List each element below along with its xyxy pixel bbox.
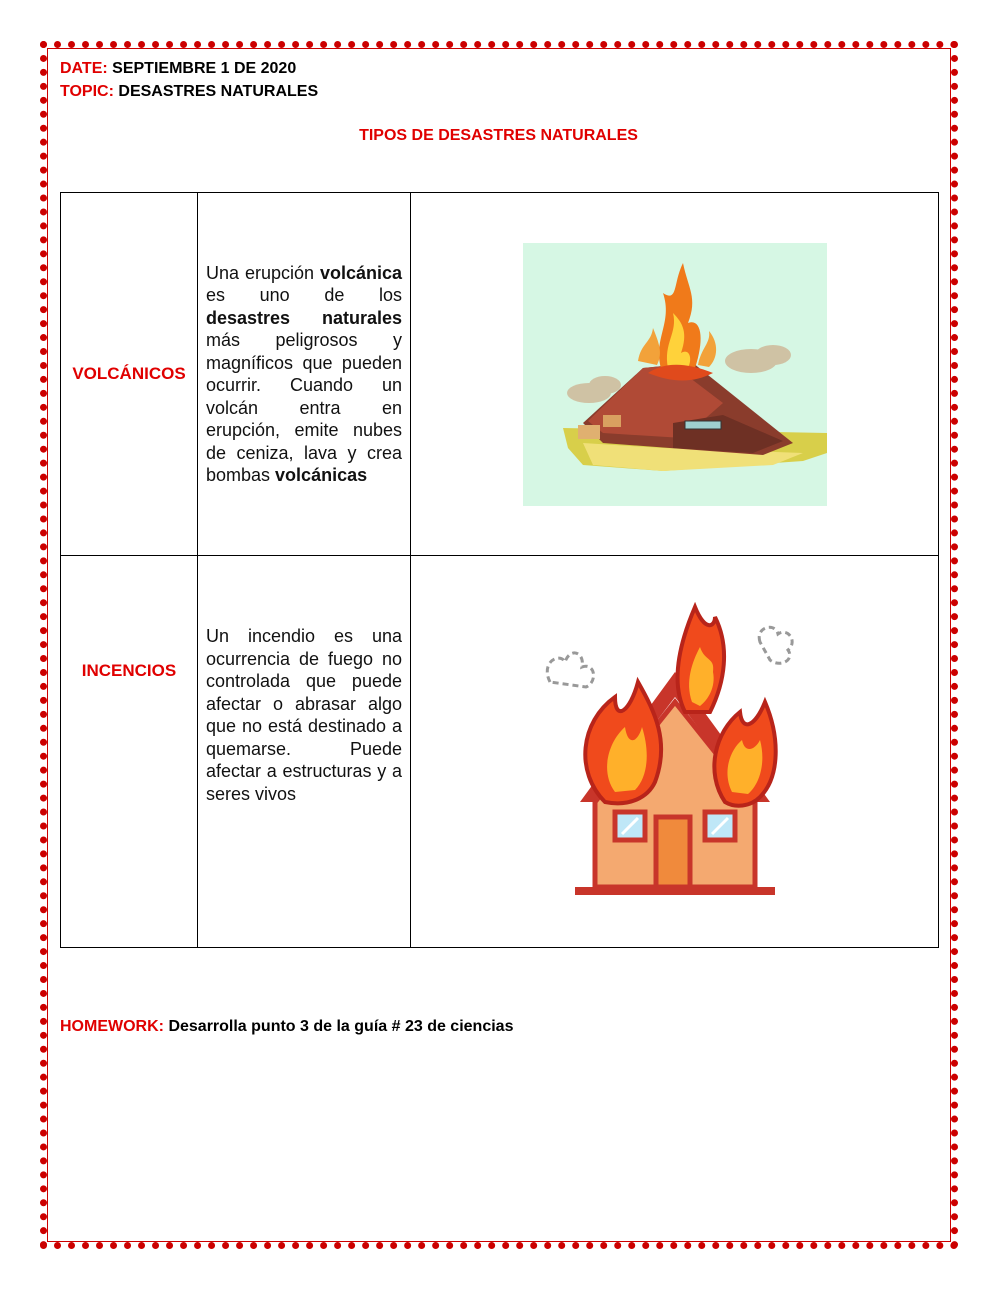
desc-text: es uno de los [206, 285, 402, 305]
homework-line [60, 1018, 513, 1036]
burning-house-illustration [520, 602, 830, 902]
table-row [61, 193, 939, 556]
date-label: DATE: [60, 60, 108, 77]
desc-text: más peligrosos y magníficos que pueden ocurrir. Cuando un volcán entra en erupción, emite nubes de ceniza, lava y crea bombas [206, 330, 402, 485]
topic-value: DESASTRES NATURALES [118, 83, 319, 100]
category-volcanicos: VOLCÁNICOS [61, 193, 198, 556]
page-title: TIPOS DE DESASTRES NATURALES [359, 127, 638, 144]
date-line [60, 60, 296, 78]
category-incendios: INCENCIOS [61, 556, 198, 948]
disasters-table [60, 192, 939, 948]
desc-bold: desastres naturales [206, 307, 402, 328]
picture-cell-incendios [411, 556, 939, 948]
homework-label: HOMEWORK: [60, 1018, 164, 1035]
topic-line [60, 83, 318, 101]
topic-label: TOPIC: [60, 83, 114, 100]
date-value: SEPTIEMBRE 1 DE 2020 [112, 60, 297, 77]
table-row [61, 556, 939, 948]
desc-text: Una erupción [206, 262, 320, 283]
desc-bold: volcánicas [275, 465, 368, 485]
homework-text: Desarrolla punto 3 de la guía # 23 de ciencias [168, 1018, 514, 1035]
desc-bold: volcánica [319, 262, 402, 283]
description-volcanicos [198, 193, 411, 556]
picture-cell-volcanicos [411, 193, 939, 556]
volcano-illustration [523, 243, 827, 506]
description-incendios [198, 556, 411, 948]
desc-text: Un incendio es una ocurrencia de fuego no controlada que puede afectar o abrasar algo que no está destinado a quemarse. Puede afectar a estructuras y a seres vivos [206, 626, 402, 804]
